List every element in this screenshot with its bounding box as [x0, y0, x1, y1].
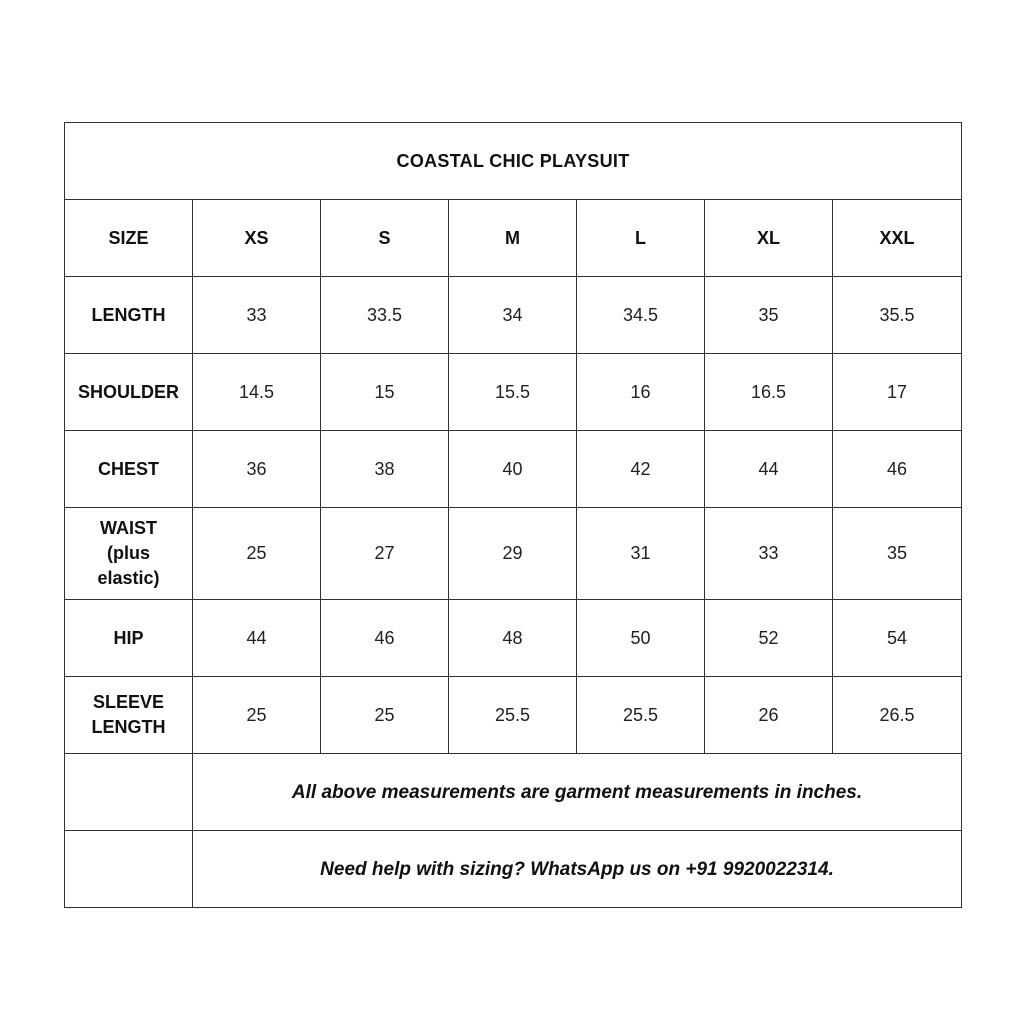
- whatsapp-help-note: Need help with sizing? WhatsApp us on +91 9920022314.: [193, 831, 962, 908]
- cell-value: 35.5: [833, 277, 962, 354]
- cell-value: 25.5: [449, 677, 577, 754]
- cell-value: 26: [705, 677, 833, 754]
- cell-value: 54: [833, 600, 962, 677]
- chart-title: COASTAL CHIC PLAYSUIT: [65, 123, 962, 200]
- cell-value: 14.5: [193, 354, 321, 431]
- empty-cell: [65, 754, 193, 831]
- cell-value: 34: [449, 277, 577, 354]
- cell-value: 25: [193, 508, 321, 600]
- table-row: [65, 431, 962, 508]
- size-header-xxl: XXL: [833, 200, 962, 277]
- cell-value: 33: [705, 508, 833, 600]
- cell-value: 46: [833, 431, 962, 508]
- size-header-xl: XL: [705, 200, 833, 277]
- row-label-sleeve-length: SLEEVE LENGTH: [65, 677, 193, 754]
- note-row: [65, 754, 962, 831]
- cell-value: 25.5: [577, 677, 705, 754]
- cell-value: 33: [193, 277, 321, 354]
- cell-value: 52: [705, 600, 833, 677]
- size-header-label: SIZE: [65, 200, 193, 277]
- row-label-hip: HIP: [65, 600, 193, 677]
- row-label-length: LENGTH: [65, 277, 193, 354]
- cell-value: 25: [193, 677, 321, 754]
- cell-value: 48: [449, 600, 577, 677]
- cell-value: 50: [577, 600, 705, 677]
- size-chart-table: [64, 122, 962, 908]
- cell-value: 44: [193, 600, 321, 677]
- row-label-shoulder: SHOULDER: [65, 354, 193, 431]
- cell-value: 26.5: [833, 677, 962, 754]
- size-header-s: S: [321, 200, 449, 277]
- cell-value: 35: [705, 277, 833, 354]
- cell-value: 15.5: [449, 354, 577, 431]
- measurements-note: All above measurements are garment measurements in inches.: [193, 754, 962, 831]
- cell-value: 29: [449, 508, 577, 600]
- table-row: [65, 508, 962, 600]
- cell-value: 16: [577, 354, 705, 431]
- table-row: [65, 677, 962, 754]
- cell-value: 31: [577, 508, 705, 600]
- row-label-waist: WAIST (plus elastic): [65, 508, 193, 600]
- cell-value: 27: [321, 508, 449, 600]
- header-row: [65, 200, 962, 277]
- cell-value: 17: [833, 354, 962, 431]
- cell-value: 35: [833, 508, 962, 600]
- size-header-l: L: [577, 200, 705, 277]
- cell-value: 38: [321, 431, 449, 508]
- cell-value: 40: [449, 431, 577, 508]
- cell-value: 33.5: [321, 277, 449, 354]
- cell-value: 34.5: [577, 277, 705, 354]
- cell-value: 46: [321, 600, 449, 677]
- table-row: [65, 600, 962, 677]
- cell-value: 42: [577, 431, 705, 508]
- table-row: [65, 277, 962, 354]
- row-label-chest: CHEST: [65, 431, 193, 508]
- note-row: [65, 831, 962, 908]
- table-row: [65, 354, 962, 431]
- size-header-xs: XS: [193, 200, 321, 277]
- cell-value: 44: [705, 431, 833, 508]
- cell-value: 16.5: [705, 354, 833, 431]
- empty-cell: [65, 831, 193, 908]
- size-header-m: M: [449, 200, 577, 277]
- cell-value: 15: [321, 354, 449, 431]
- cell-value: 25: [321, 677, 449, 754]
- cell-value: 36: [193, 431, 321, 508]
